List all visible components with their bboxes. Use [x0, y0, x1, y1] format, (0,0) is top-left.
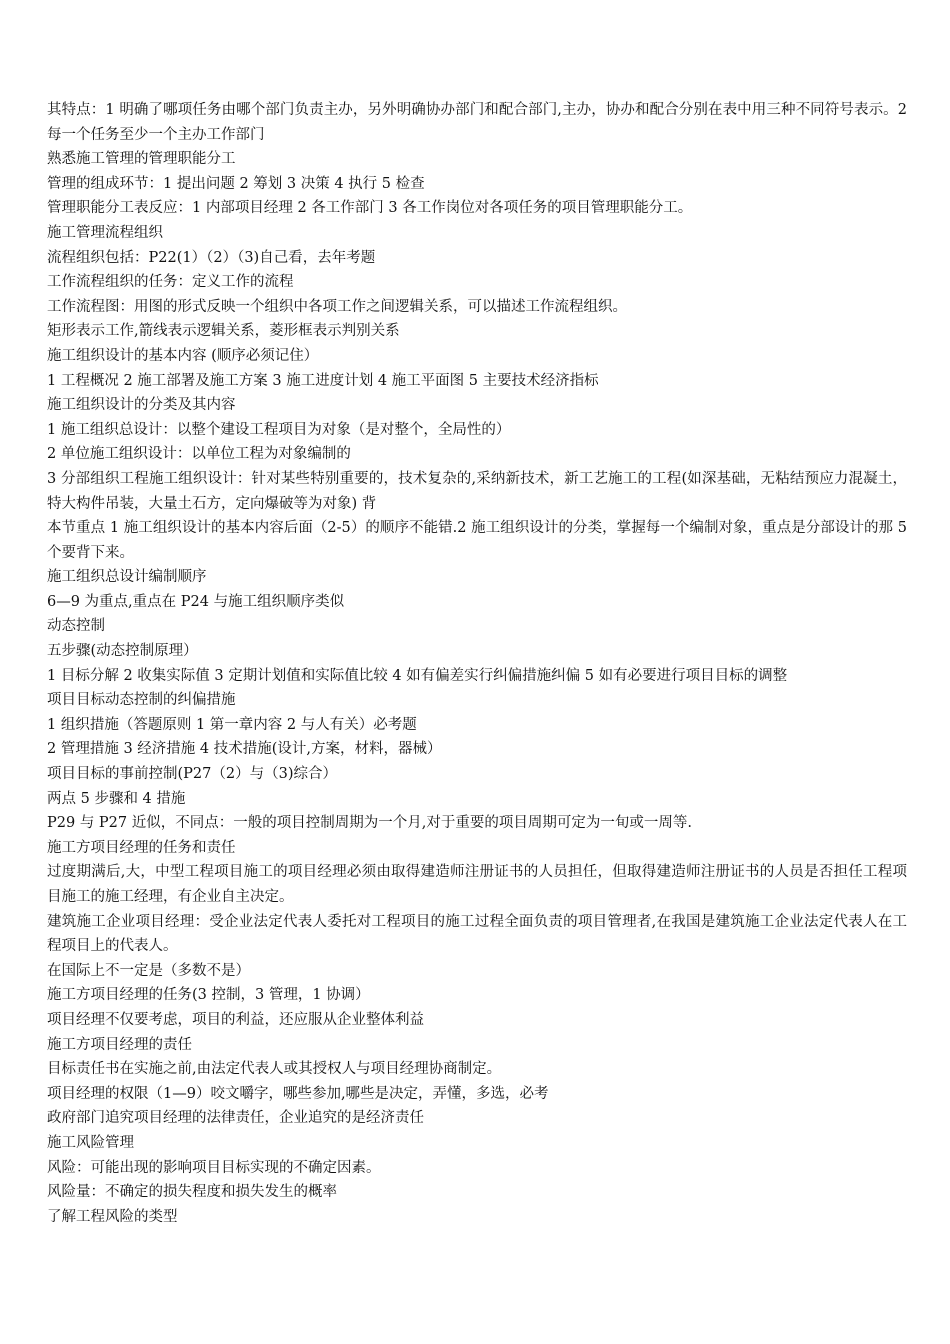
paragraph-two-points: 两点 5 步骤和 4 措施	[47, 790, 186, 807]
paragraph-chart-symbols: 矩形表示工作,箭线表示逻辑关系，菱形框表示判别关系	[47, 323, 400, 340]
paragraph-section-focus: 本节重点 1 施工组织设计的基本内容后面（2-5）的顺序不能错.2 施工组织设计的分类，掌握每一个编制对象，重点是分部设计的那 5 个要背下来。	[47, 520, 907, 561]
paragraph-transition-period: 过度期满后,大，中型工程项目施工的项目经理必须由取得建造师注册证书的人员担任，但取得建造师注册证书的人员是否担任工程项目施工的施工经理，有企业自主决定。	[47, 864, 907, 905]
heading-pm-responsibility: 施工方项目经理的责任	[47, 1036, 192, 1053]
paragraph-advance-control: 项目目标的事前控制(P27（2）与（3)综合）	[47, 766, 337, 783]
paragraph-legal-responsibility: 政府部门追究项目经理的法律责任，企业追究的是经济责任	[47, 1110, 424, 1127]
heading-design-basics: 施工组织设计的基本内容 (顺序必须记住）	[47, 347, 319, 364]
paragraph-risk-amount: 风险量：不确定的损失程度和损失发生的概率	[47, 1184, 337, 1201]
paragraph-features: 其特点：1 明确了哪项任务由哪个部门负责主办，另外明确协办部门和配合部门,主办，协办和配合分别在表中用三种不同符号表示。2 每一个任务至少一个主办工作部门	[47, 102, 907, 143]
paragraph-pm-authority: 项目经理的权限（1—9）咬文嚼字，哪些参加,哪些是决定，弄懂，多选，必考	[47, 1085, 549, 1102]
paragraph-risk-definition: 风险：可能出现的影响项目目标实现的不确定因素。	[47, 1159, 381, 1176]
paragraph-management-steps: 管理的组成环节：1 提出问题 2 筹划 3 决策 4 执行 5 检查	[47, 175, 425, 192]
paragraph-five-steps: 五步骤(动态控制原理）	[47, 643, 198, 660]
paragraph-category-2: 2 单位施工组织设计：以单位工程为对象编制的	[47, 446, 351, 463]
paragraph-measure-2-4: 2 管理措施 3 经济措施 4 技术措施(设计,方案，材料，器械）	[47, 741, 442, 758]
paragraph-category-1: 1 施工组织总设计：以整个建设工程项目为对象（是对整个，全局性的）	[47, 421, 511, 438]
paragraph-division-table: 管理职能分工表反应：1 内部项目经理 2 各工作部门 3 各工作岗位对各项任务的项目管理职能分工。	[47, 200, 693, 217]
heading-management-division: 熟悉施工管理的管理职能分工	[47, 151, 236, 168]
paragraph-design-contents: 1 工程概况 2 施工部署及施工方案 3 施工进度计划 4 施工平面图 5 主要技术经济指标	[47, 372, 599, 389]
paragraph-workflow-task: 工作流程组织的任务：定义工作的流程	[47, 274, 294, 291]
paragraph-pm-interests: 项目经理不仅要考虑，项目的利益，还应服从企业整体利益	[47, 1011, 424, 1028]
paragraph-steps-list: 1 目标分解 2 收集实际值 3 定期计划值和实际值比较 4 如有偏差实行纠偏措施纠偏 5 如有必要进行项目目标的调整	[47, 667, 788, 684]
paragraph-risk-types: 了解工程风险的类型	[47, 1208, 178, 1225]
paragraph-pm-definition: 建筑施工企业项目经理：受企业法定代表人委托对工程项目的施工过程全面负责的项目管理者,在我国是建筑施工企业法定代表人在工程项目上的代表人。	[47, 913, 907, 955]
heading-pm-duties: 施工方项目经理的任务和责任	[47, 839, 236, 856]
paragraph-target-letter: 目标责任书在实施之前,由法定代表人或其授权人与项目经理协商制定。	[47, 1061, 502, 1078]
paragraph-p29-compare: P29 与 P27 近似，不同点：一般的项目控制周期为一个月,对于重要的项目周期可定为一旬或一周等.	[47, 815, 692, 832]
paragraph-order-focus: 6—9 为重点,重点在 P24 与施工组织顺序类似	[47, 593, 345, 610]
heading-correction-measures: 项目目标动态控制的纠偏措施	[47, 692, 236, 709]
paragraph-category-3: 3 分部组织工程施工组织设计：针对某些特别重要的，技术复杂的,采纳新技术，新工艺施工的工程(如深基础，无粘结预应力混凝土，特大构件吊装，大量土石方，定向爆破等为对象) 背	[47, 470, 907, 512]
paragraph-workflow-chart: 工作流程图：用图的形式反映一个组织中各项工作之间逻辑关系，可以描述工作流程组织。	[47, 298, 627, 315]
heading-dynamic-control: 动态控制	[47, 618, 105, 635]
paragraph-international: 在国际上不一定是（多数不是）	[47, 962, 250, 979]
paragraph-pm-tasks: 施工方项目经理的任务(3 控制，3 管理，1 协调）	[47, 987, 370, 1004]
heading-design-categories: 施工组织设计的分类及其内容	[47, 397, 236, 414]
paragraph-process-includes: 流程组织包括：P22(1）（2）（3)自己看，去年考题	[47, 249, 376, 266]
paragraph-measure-1: 1 组织措施（答题原则 1 第一章内容 2 与人有关）必考题	[47, 716, 417, 733]
heading-design-order: 施工组织总设计编制顺序	[47, 569, 207, 586]
document-body	[47, 98, 907, 1229]
heading-process-organization: 施工管理流程组织	[47, 224, 163, 241]
heading-risk-management: 施工风险管理	[47, 1134, 134, 1151]
